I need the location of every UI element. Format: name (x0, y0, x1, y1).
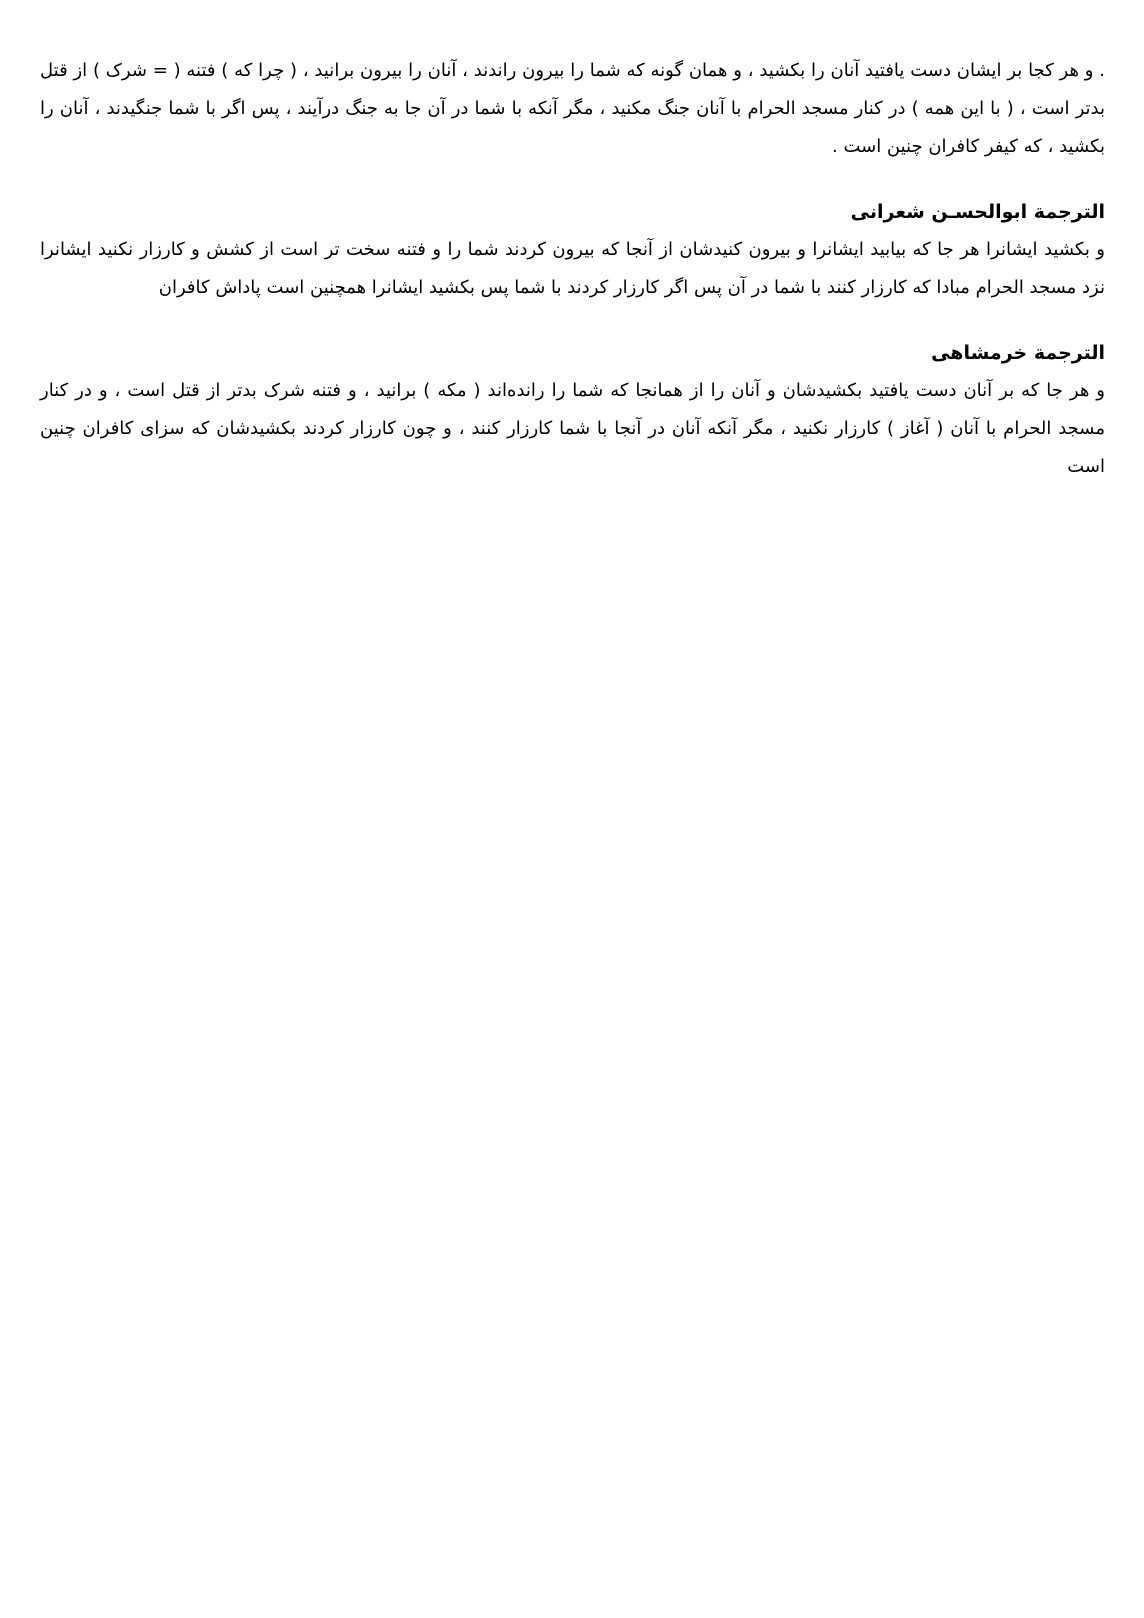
section-heading-khorramshahi: الترجمة خرمشاهی (931, 342, 1105, 364)
verse-paragraph: . و هر کجا بر ایشان دست یافتید آنان را بکشید ، و همان گونه که شما را بیرون راندند ، آنان را بیرون برانید ، ( چرا که ) فتنه ( = شرک ) از قتل بدتر است ، ( با این همه ) در کنار مسجد الحرام با آنان جنگ مکنید ، مگر آنکه با شما در آن جا به جنگ درآیند ، پس اگر با شما جنگیدند ، آنان را بکشید ، که کیفر کافران چنین است . (40, 60, 1105, 157)
sharani-translation-paragraph: و بکشید ایشانرا هر جا که بیابید ایشانرا و بیرون کنیدشان از آنجا که بیرون کردند شما را و فتنه سخت تر است از کشش و کارزار نکنید ایشانرا نزد مسجد الحرام مبادا که کارزار کنند با شما در آن پس اگر کارزار کردند با شما پس بکشید ایشانرا همچنین است پاداش کافران (40, 239, 1105, 298)
section-heading-sharani: الترجمة ابوالحسـن شعرانی (850, 201, 1105, 223)
khorramshahi-translation-paragraph: و هر جا که بر آنان دست یافتید بکشیدشان و آنان را از همانجا که شما را رانده‌اند ( مکه ) برانید ، و فتنه شرک بدتر از قتل است ، و در کنار مسجد الحرام با آنان ( آغاز ) کارزار نکنید ، مگر آنکه آنان در آنجا با شما کارزار کنند ، و چون کارزار کردند بکشیدشان که سزای کافران چنین است (40, 380, 1105, 477)
